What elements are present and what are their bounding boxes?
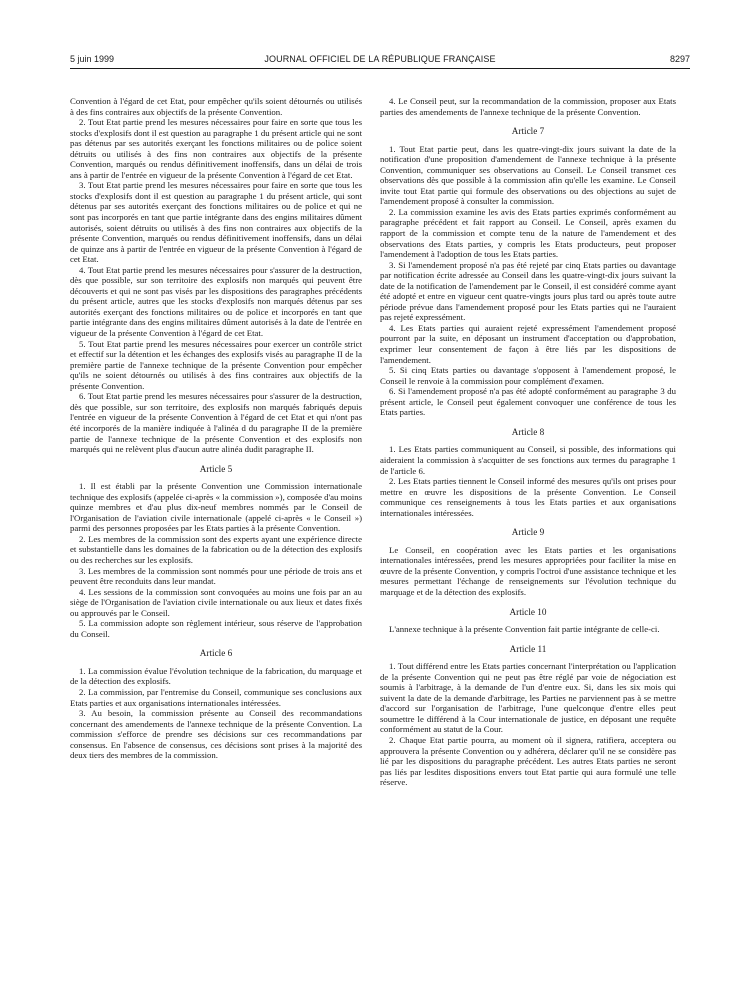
left-column (70, 96, 362, 761)
header-rule (70, 68, 690, 69)
paragraph: 2. Chaque Etat partie pourra, au moment où il signera, ratifiera, acceptera ou approuvera la présente Convention ou y adhérera, déclarer qu'il ne se considère pas lié par les dispositions du paragraphe précédent. Les autres Etats parties ne seront pas liés par lesdites dispositions envers tout Etat partie qui aura formulé une telle réserve. (380, 734, 676, 788)
paragraph: 3. Tout Etat partie prend les mesures nécessaires pour faire en sorte que tous les stocks d'explosifs dont il est question au paragraphe 1 du présent article, qui sont détenus par ses autorités exerçant des fonctions militaires ou de police et qui ne sont pas incorporés en tant que partie intégrante dans des engins militaires dûment autorisés, soient détruits ou utilisés à des fins non contraires aux objectifs de la présente Convention, marqués ou rendus définitivement inoffensifs, dans un délai de quinze ans à partir de l'entrée en vigueur de la présente Convention à l'égard de cet Etat. (70, 180, 362, 265)
article-8-heading: Article 8 (511, 426, 545, 437)
paragraph: 2. Tout Etat partie prend les mesures nécessaires pour faire en sorte que tous les stocks d'explosifs dont il est question au paragraphe 1 du présent article qui ne sont pas détenus par ses autorités exerçant les fonctions militaires ou de police soient détruits ou utilisés à des fins non contraires aux objectifs de la présente Convention, marqués ou rendus définitivement inoffensifs, dans un délai de trois ans à partir de l'entrée en vigueur de la présente Convention à l'égard de cet Etat. (70, 117, 362, 180)
page-number: 8297 (669, 54, 690, 64)
paragraph: 2. La commission, par l'entremise du Conseil, communique ses conclusions aux Etats parties et aux organisations internationales intéressées. (70, 686, 362, 708)
paragraph: 1. Tout Etat partie peut, dans les quatre-vingt-dix jours suivant la date de la notification d'une proposition d'amendement de l'annexe technique à la présente Convention, communiquer ses observations au Conseil. Le Conseil transmet ces observations dès que possible à la commission afin qu'elle les examine. Le Conseil invite tout Etat partie qui formule des observations ou des objections au sujet de l'amendement proposé à consulter la commission. (380, 143, 676, 207)
paragraph: 5. Si cinq Etats parties ou davantage s'opposent à l'amendement proposé, le Conseil le renvoie à la commission pour complément d'examen. (380, 365, 676, 386)
paragraph: 1. Tout différend entre les Etats parties concernant l'interprétation ou l'application de la présente Convention qui ne peut pas être réglé par voie de négociation est soumis à l'arbitrage, à la demande de l'un d'entre eux. Si, dans les six mois qui suivent la date de la demande d'arbitrage, les Parties ne parviennent pas à se mettre d'accord sur l'organisation de l'arbitrage, l'une quelconque d'entre elles peut soumettre le différend à la Cour internationale de justice, en déposant une requête conformément au statut de la Cour. (380, 661, 676, 735)
article-7-heading: Article 7 (511, 126, 545, 137)
paragraph: 2. La commission examine les avis des Etats parties exprimés conformément au paragraphe précédent et fait rapport au Conseil. Le Conseil, après examen du rapport de la commission et compte tenu de la nature de l'amendement et des observations des Etats parties, y compris les Etats producteurs, peut proposer l'amendement à l'adoption de tous les Etats parties. (380, 206, 676, 260)
journal-title: JOURNAL OFFICIEL DE LA RÉPUBLIQUE FRANÇAISE (264, 54, 496, 64)
paragraph: Le Conseil, en coopération avec les Etats parties et les organisations internationales intéressées, prend les mesures appropriées pour faciliter la mise en œuvre de la présente Convention, y compris l'octroi d'une assistance technique et les mesures permettant l'échange de renseignements sur l'évolution technique du marquage et de la détection des explosifs. (380, 544, 676, 597)
paragraph: 3. Si l'amendement proposé n'a pas été rejeté par cinq Etats parties ou davantage par notification écrite adressée au Conseil dans les quatre-vingt-dix jours suivant la date de la notification de l'amendement par le Conseil, il est considéré comme ayant été adopté et entre en vigueur cent quatre-vingts jours plus tard ou après toute autre période prévue dans l'amendement proposé pour les Etats parties qui ne l'auraient pas rejeté expressément. (380, 259, 676, 323)
paragraph: 4. Les Etats parties qui auraient rejeté expressément l'amendement proposé pourront par la suite, en déposant un instrument d'acceptation ou d'approbation, exprimer leur consentement de façon à être liés par les dispositions de l'amendement. (380, 322, 676, 365)
paragraph: 3. Au besoin, la commission présente au Conseil des recommandations concernant des amendements de l'annexe technique de la présente Convention. La commission s'efforce de prendre ses décisions sur ces recommandations par consensus. En l'absence de consensus, ces décisions sont prises à la majorité des deux tiers des membres de la commission. (70, 708, 362, 761)
paragraph: 4. Les sessions de la commission sont convoquées au moins une fois par an au siège de l'Organisation de l'aviation civile internationale ou aux lieux et dates fixés ou approuvés par le Conseil. (70, 586, 362, 618)
article-11-heading: Article 11 (509, 643, 547, 654)
paragraph: 4. Tout Etat partie prend les mesures nécessaires pour s'assurer de la destruction, dès que possible, sur son territoire des explosifs non marqués qui peuvent être découverts et qui ne sont pas visés par les dispositions des paragraphes précédents du présent article, autres que les stocks d'explosifs non marqués détenus par ses autorités exerçant des fonctions militaires ou de police et incorporés en tant que partie intégrante dans des engins militaires dûment autorisés à la date de l'entrée en vigueur de la présente Convention à l'égard de cet Etat. (70, 264, 362, 339)
paragraph: 4. Le Conseil peut, sur la recommandation de la commission, proposer aux Etats parties des amendements de l'annexe technique de la présente Convention. (380, 96, 676, 117)
paragraph: Convention à l'égard de cet Etat, pour empêcher qu'ils soient détournés ou utilisés à des fins contraires aux objectifs de la présente Convention. (70, 96, 362, 117)
page-header (70, 54, 690, 68)
paragraph: 3. Les membres de la commission sont nommés pour une période de trois ans et peuvent être reconduits dans leur mandat. (70, 565, 362, 587)
right-column (380, 96, 676, 788)
issue-date: 5 juin 1999 (70, 54, 115, 64)
paragraph: 6. Tout Etat partie prend les mesures nécessaires pour s'assurer de la destruction, dès que possible, sur son territoire, des explosifs non marqués fabriqués depuis l'entrée en vigueur de la présente Convention à l'égard de cet Etat et qui n'ont pas été incorporés de la manière indiquée à l'alinéa d du paragraphe II de la première partie de l'annexe technique de la présente Convention et des explosifs non marqués qui ne relèvent plus d'aucun autre alinéa dudit paragraphe II. (70, 391, 362, 455)
paragraph: 2. Les Etats parties tiennent le Conseil informé des mesures qu'ils ont prises pour mettre en œuvre les dispositions de la présente Convention. Le Conseil communique ces renseignements à tous les Etats parties et aux organisations internationales intéressées. (380, 476, 676, 518)
paragraph: 6. Si l'amendement proposé n'a pas été adopté conformément au paragraphe 3 du présent article, le Conseil peut également convoquer une conférence de tous les Etats parties. (380, 386, 676, 418)
paragraph: 5. La commission adopte son règlement intérieur, sous réserve de l'approbation du Conseil. (70, 618, 362, 639)
paragraph: L'annexe technique à la présente Convention fait partie intégrante de celle-ci. (389, 624, 660, 635)
paragraph: 1. La commission évalue l'évolution technique de la fabrication, du marquage et de la détection des explosifs. (70, 665, 362, 687)
article-6-heading: Article 6 (199, 648, 233, 659)
article-10-heading: Article 10 (509, 606, 547, 617)
paragraph: 2. Les membres de la commission sont des experts ayant une expérience directe et substantielle dans les domaines de la fabrication ou de la détection des explosifs ou des recherches sur les explosifs. (70, 533, 362, 565)
paragraph: 5. Tout Etat partie prend les mesures nécessaires pour exercer un contrôle strict et effectif sur la détention et les échanges des explosifs visés au paragraphe II de la première partie de l'annexe technique de la présente Convention pour empêcher qu'ils ne soient détournés ou utilisés à des fins contraires aux objectifs de la présente Convention. (70, 338, 362, 391)
article-9-heading: Article 9 (511, 527, 545, 538)
article-5-heading: Article 5 (199, 463, 233, 474)
paragraph: 1. Il est établi par la présente Convention une Commission internationale technique des explosifs (appelée ci-après « la commission »), composée d'au moins quinze membres et d'au plus dix-neuf membres nommés par le Conseil de l'Organisation de l'aviation civile internationale (appelé ci-après « le Conseil ») parmi des personnes proposées par les Etats parties à la présente Convention. (70, 481, 362, 534)
paragraph: 1. Les Etats parties communiquent au Conseil, si possible, des informations qui aideraient la commission à s'acquitter de ses fonctions aux termes du paragraphe 1 de l'article 6. (380, 444, 676, 476)
